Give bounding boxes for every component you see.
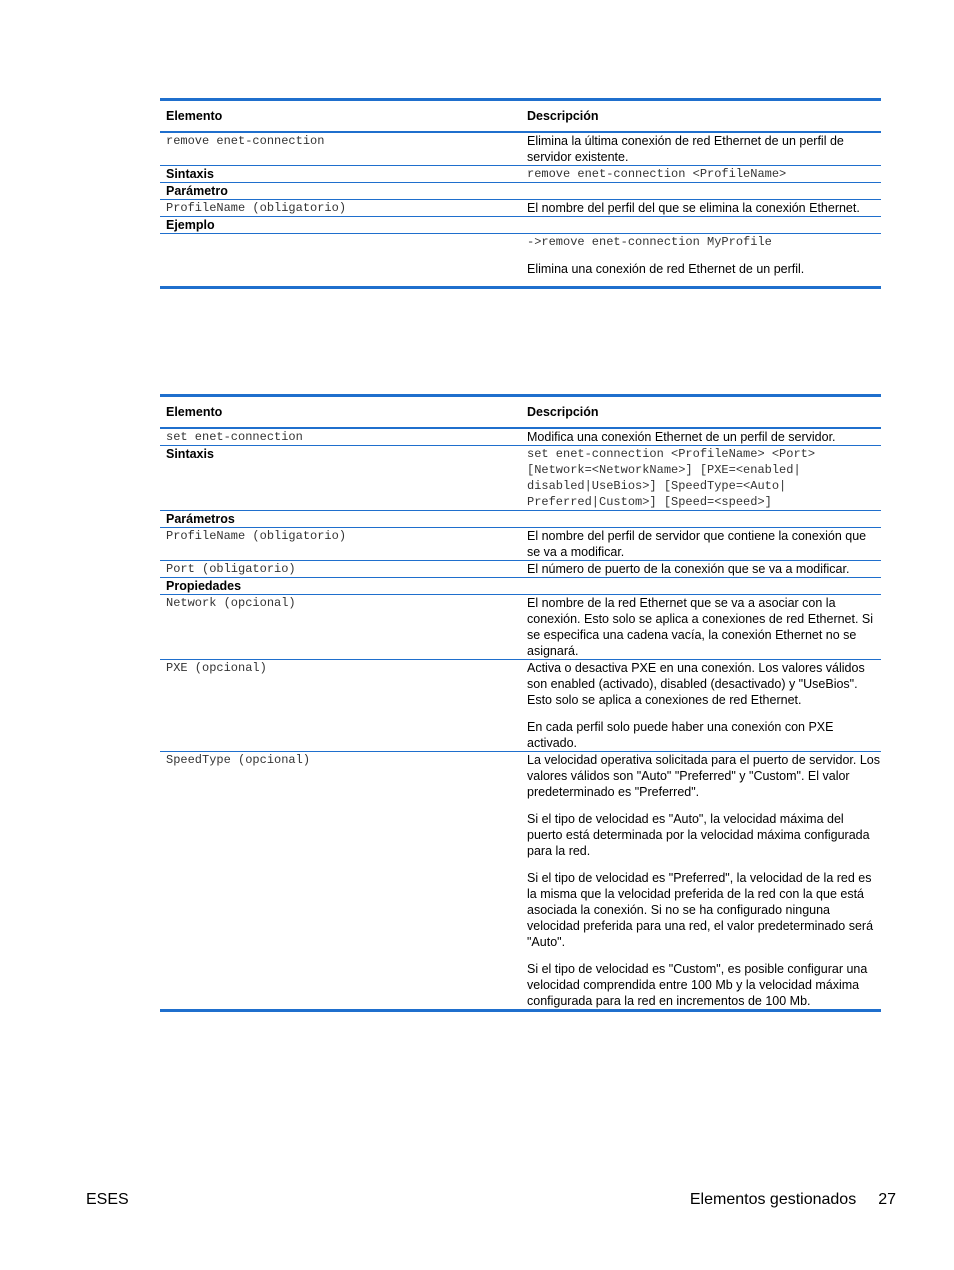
description-paragraph: Activa o desactiva PXE en una conexión. Los valores válidos son enabled (activado), disabled (desactivado) y "UseBios". Esto solo se aplica a conexiones de red Ethernet. — [527, 661, 865, 707]
header-description: Descripción — [527, 405, 599, 419]
table-row — [160, 217, 881, 234]
command-name: remove enet-connection — [166, 134, 325, 148]
description-paragraph: En cada perfil solo puede haber una conexión con PXE activado. — [527, 720, 834, 750]
property-name: Network (opcional) — [166, 596, 296, 610]
table-row — [160, 595, 881, 660]
property-description: El nombre de la red Ethernet que se va a asociar con la conexión. Esto solo se aplica a conexiones de red Ethernet. Si se especifica una cadena vacía, la conexión Ethernet no se asignará. — [527, 596, 874, 658]
command-name: set enet-connection — [166, 430, 303, 444]
header-element: Elemento — [166, 109, 223, 123]
table-header-row — [160, 396, 881, 429]
header-description: Descripción — [527, 109, 599, 123]
description-paragraph: Si el tipo de velocidad es "Preferred", la velocidad de la red es la misma que la velocidad preferida de la red con la que está asociada la conexión. Si no se ha configurado ninguna velocidad preferida para una red, el valor predeterminado será "Auto". — [527, 871, 874, 949]
parameter-name: Port (obligatorio) — [166, 562, 296, 576]
table-row — [160, 166, 881, 183]
parameters-label: Parámetros — [166, 512, 235, 526]
table-header-row — [160, 100, 881, 133]
properties-label: Propiedades — [166, 579, 242, 593]
table-row — [160, 752, 881, 1011]
command-description: Elimina la última conexión de red Ethernet de un perfil de servidor existente. — [527, 134, 844, 164]
table-row — [160, 183, 881, 200]
syntax-label: Sintaxis — [166, 167, 214, 181]
table-row — [160, 234, 881, 288]
table-row — [160, 428, 881, 446]
parameter-description: El nombre del perfil del que se elimina la conexión Ethernet. — [527, 201, 860, 215]
syntax-line: disabled|UseBios>] [SpeedType=<Auto| — [527, 479, 787, 493]
property-name: SpeedType (opcional) — [166, 753, 311, 767]
command-description: Modifica una conexión Ethernet de un perfil de servidor. — [527, 430, 836, 444]
description-paragraph: Si el tipo de velocidad es "Auto", la velocidad máxima del puerto está determinada por la velocidad máxima configurada para la red. — [527, 812, 870, 858]
table-row — [160, 446, 881, 511]
table-row — [160, 660, 881, 752]
footer-locale: ESES — [86, 1191, 129, 1208]
footer-page-info — [690, 1191, 896, 1209]
table-row — [160, 528, 881, 561]
syntax-line: set enet-connection <ProfileName> <Port> — [527, 447, 816, 461]
property-description — [521, 752, 881, 1011]
example-code: ->remove enet-connection MyProfile — [527, 235, 772, 249]
table-row — [160, 511, 881, 528]
footer-section-title: Elementos gestionados — [689, 1191, 857, 1208]
parameter-label: Parámetro — [166, 184, 228, 198]
remove-enet-connection-table — [160, 98, 881, 289]
syntax-line: [Network=<NetworkName>] [PXE=<enabled| — [527, 463, 801, 477]
example-label: Ejemplo — [166, 218, 215, 232]
table-row — [160, 578, 881, 595]
property-name: PXE (opcional) — [166, 661, 267, 675]
parameter-name: ProfileName (obligatorio) — [166, 529, 347, 543]
table-row — [160, 132, 881, 166]
parameter-description: El número de puerto de la conexión que se va a modificar. — [527, 562, 850, 576]
set-enet-connection-table — [160, 394, 881, 1012]
syntax-line: Preferred|Custom>] [Speed=<speed>] — [527, 495, 772, 509]
table-row — [160, 561, 881, 578]
syntax-code — [521, 446, 881, 511]
description-paragraph: La velocidad operativa solicitada para el puerto de servidor. Los valores válidos son "Auto" "Preferred" y "Custom". El valor predeterminado es "Preferred". — [527, 753, 880, 799]
header-element: Elemento — [166, 405, 223, 419]
example-description: Elimina una conexión de red Ethernet de un perfil. — [527, 262, 805, 276]
syntax-label: Sintaxis — [166, 447, 214, 461]
table-row — [160, 200, 881, 217]
syntax-code: remove enet-connection <ProfileName> — [527, 167, 787, 181]
page-number: 27 — [878, 1191, 896, 1208]
parameter-name: ProfileName (obligatorio) — [166, 201, 347, 215]
parameter-description: El nombre del perfil de servidor que contiene la conexión que se va a modificar. — [527, 529, 867, 559]
description-paragraph: Si el tipo de velocidad es "Custom", es posible configurar una velocidad comprendida entre 100 Mb y la velocidad máxima configurada para la red en incrementos de 100 Mb. — [527, 962, 868, 1008]
property-description — [521, 660, 881, 752]
